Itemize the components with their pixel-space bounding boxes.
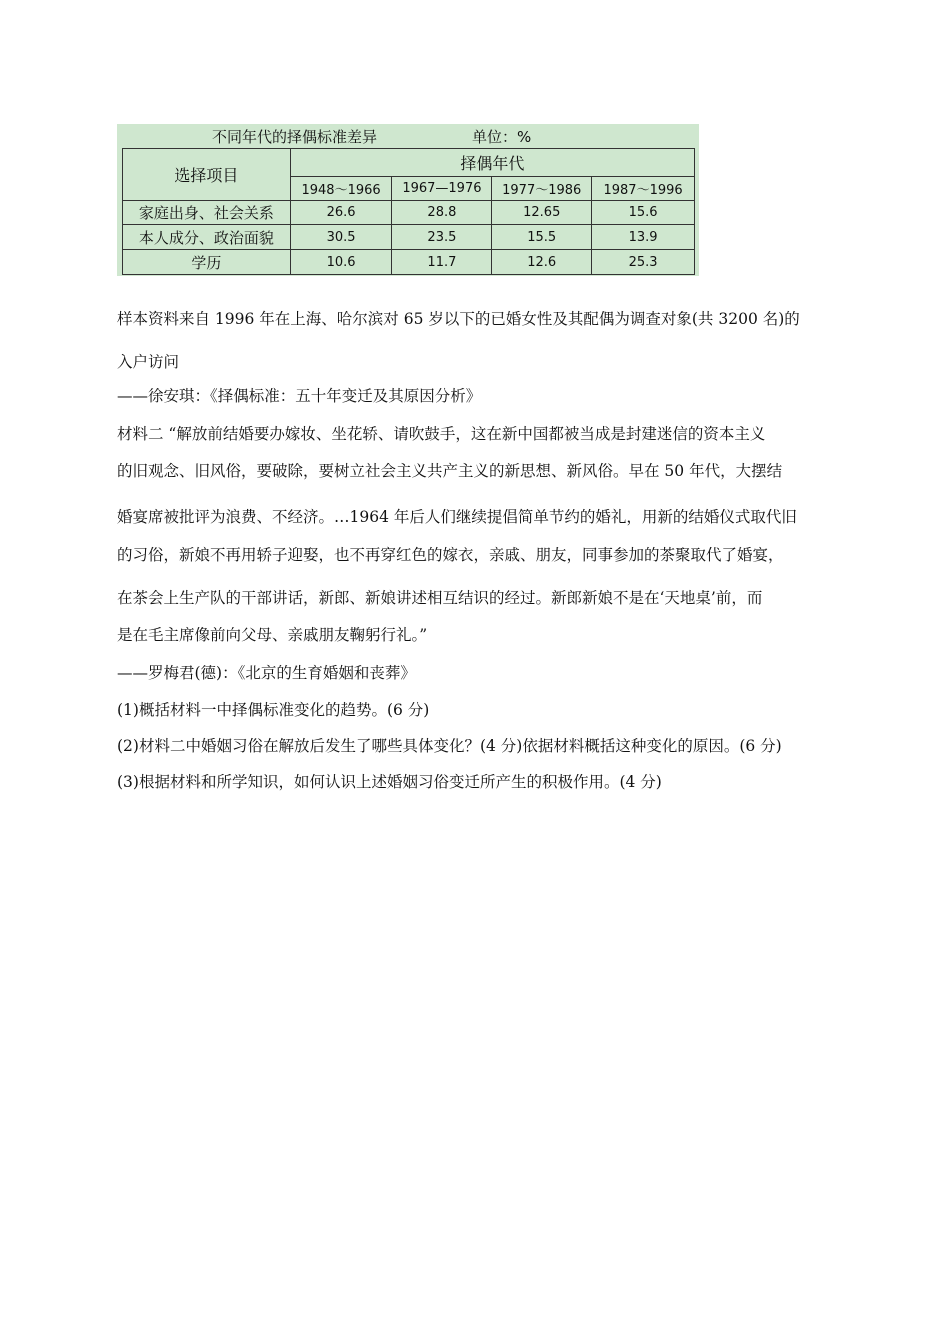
marriage-criteria-table <box>122 148 695 275</box>
column-header: 1948～1966 <box>290 177 392 201</box>
source-note-line: 入户访问 <box>117 353 180 371</box>
table-title-bar <box>117 124 699 148</box>
table-cell: 30.5 <box>290 225 392 250</box>
column-header: 1987～1996 <box>592 177 695 201</box>
question-2: (2)材料二中婚姻习俗在解放后发生了哪些具体变化？(4 分)依据材料概括这种变化的原因。(6 分) <box>117 737 782 755</box>
table-cell: 25.3 <box>592 250 695 275</box>
row-label: 本人成分、政治面貌 <box>123 225 291 250</box>
table-row <box>123 250 695 275</box>
material-two-line: 在茶会上生产队的干部讲话，新郎、新娘讲述相互结识的经过。新郎新娘不是在‘天地桌’前，而 <box>117 589 763 607</box>
row-header: 选择项目 <box>123 149 291 201</box>
citation-line: ——徐安琪：《择偶标准：五十年变迁及其原因分析》 <box>117 387 482 405</box>
citation-line: ——罗梅君(德)：《北京的生育婚姻和丧葬》 <box>117 664 416 682</box>
material-two-line: 材料二 “解放前结婚要办嫁妆、坐花轿、请吹鼓手，这在新中国都被当成是封建迷信的资本主义 <box>117 425 766 443</box>
table-cell: 26.6 <box>290 201 392 225</box>
question-1: (1)概括材料一中择偶标准变化的趋势。(6 分) <box>117 701 430 719</box>
source-note-line: 样本资料来自 1996 年在上海、哈尔滨对 65 岁以下的已婚女性及其配偶为调查对象(共 3200 名)的 <box>117 310 800 328</box>
table-row <box>123 201 695 225</box>
table-row <box>123 225 695 250</box>
material-two-line: 的习俗，新娘不再用轿子迎娶，也不再穿红色的嫁衣，亲戚、朋友，同事参加的茶聚取代了婚宴， <box>117 546 784 564</box>
row-label: 学历 <box>123 250 291 275</box>
table-cell: 28.8 <box>392 201 492 225</box>
table-cell: 12.65 <box>492 201 592 225</box>
table-cell: 13.9 <box>592 225 695 250</box>
table-cell: 15.6 <box>592 201 695 225</box>
material-two-line: 是在毛主席像前向父母、亲戚朋友鞠躬行礼。” <box>117 626 428 644</box>
table-title: 不同年代的择偶标准差异 <box>212 128 378 146</box>
table-cell: 12.6 <box>492 250 592 275</box>
column-header: 1977～1986 <box>492 177 592 201</box>
row-label: 家庭出身、社会关系 <box>123 201 291 225</box>
table-cell: 23.5 <box>392 225 492 250</box>
table-cell: 10.6 <box>290 250 392 275</box>
question-3: (3)根据材料和所学知识，如何认识上述婚姻习俗变迁所产生的积极作用。(4 分) <box>117 773 662 791</box>
table-unit: 单位：% <box>472 128 532 146</box>
table-cell: 15.5 <box>492 225 592 250</box>
material-two-line: 婚宴席被批评为浪费、不经济。…1964 年后人们继续提倡简单节约的婚礼，用新的结婚仪式取代旧 <box>117 508 797 526</box>
table-cell: 11.7 <box>392 250 492 275</box>
material-two-line: 的旧观念、旧风俗，要破除，要树立社会主义共产主义的新思想、新风俗。早在 50 年代，大摆结 <box>117 462 783 480</box>
data-table-image <box>117 124 699 276</box>
group-header: 择偶年代 <box>290 149 694 177</box>
column-header: 1967—1976 <box>392 177 492 201</box>
